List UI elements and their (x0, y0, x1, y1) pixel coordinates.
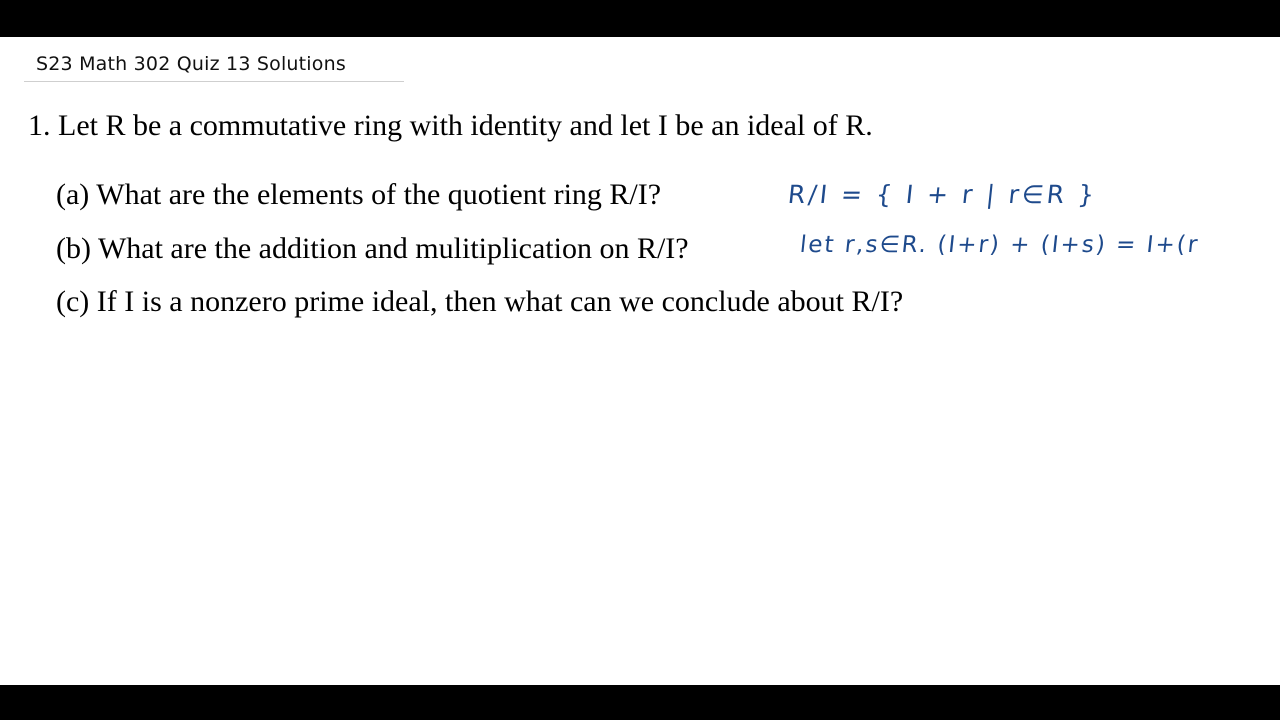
handwritten-answer-b: let r,s∈R. (I+r) + (I+s) = I+(r (798, 232, 1201, 258)
problem-statement: 1. Let R be a commutative ring with identity and let I be an ideal of R. (28, 109, 873, 142)
document-page (0, 37, 1280, 685)
question-part-a: (a) What are the elements of the quotient ring R/I? (56, 178, 662, 211)
question-part-b: (b) What are the addition and mulitiplication on R/I? (56, 232, 689, 265)
handwritten-answer-a: R/I = { I + r | r∈R } (786, 180, 1099, 209)
letterbox-bottom (0, 685, 1280, 720)
document-header-title: S23 Math 302 Quiz 13 Solutions (36, 53, 346, 75)
question-part-c: (c) If I is a nonzero prime ideal, then what can we conclude about R/I? (56, 285, 904, 318)
header-divider (24, 81, 404, 82)
